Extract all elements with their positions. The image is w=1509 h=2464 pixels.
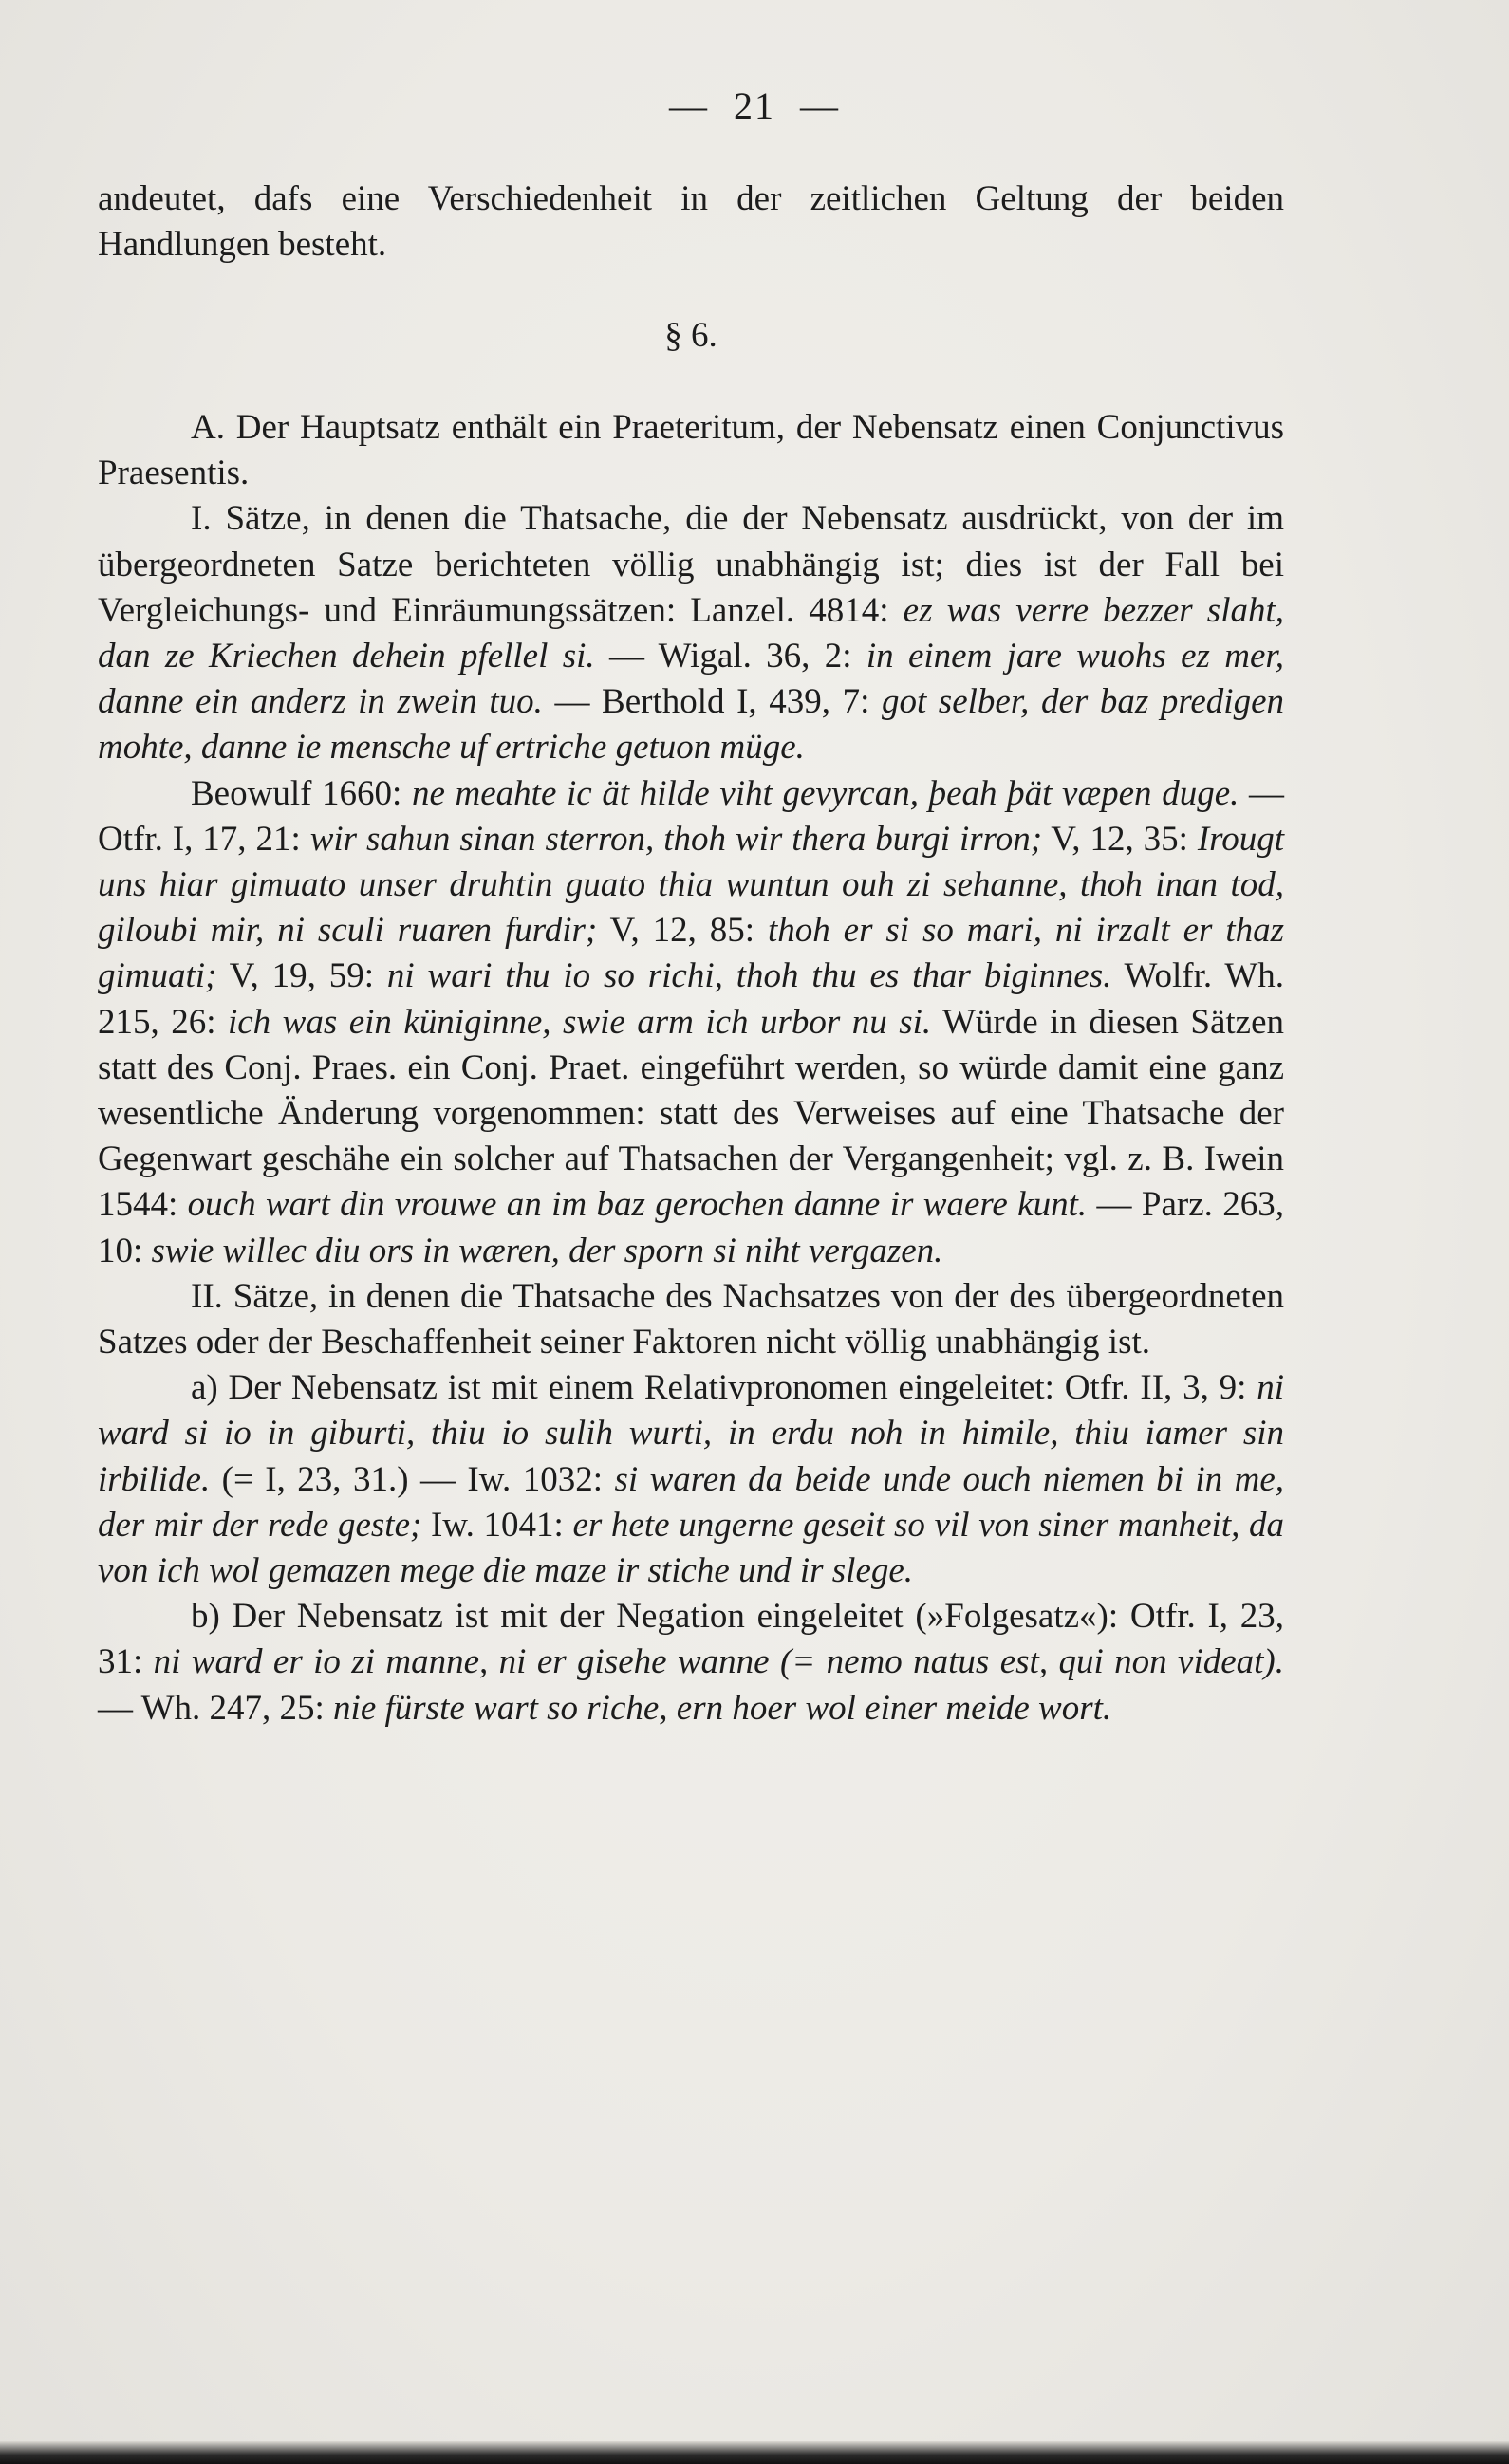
section-heading-block [98,313,1284,359]
paragraph-beowulf [98,771,1284,1274]
text-run: Wolfr. Wh. 215, 26: [98,956,1284,1042]
page-number: 21 [734,84,775,127]
quote-run: in einem jare wuohs ez mer, danne ein anderz in zwein tuo. [98,637,1284,722]
body-text [98,405,1284,1732]
paragraph-a [98,1365,1284,1594]
page-header [0,83,1509,128]
text-run: — Otfr. I, 17, 21: [98,773,1285,859]
paragraph-a-heading: A. Der Hauptsatz enthält ein Praeteritum, der Nebensatz einen Conjunctivus Praesentis. [98,408,1284,493]
quote-run: er hete ungerne geseit so vil von siner manheit, da von ich wol gemazen mege die maze ir stiche und ir slege. [98,1505,1285,1591]
quote-run: si waren da beide unde ouch niemen bi in me, der mir der rede geste; [98,1459,1284,1545]
intro-block [98,176,1284,268]
scan-bottom-edge [0,2441,1509,2464]
text-run: — Wh. 247, 25: [98,1688,334,1728]
quote-run: ni ward er io zi manne, ni er gisehe wanne (= nemo natus est, qui non videat). [153,1642,1284,1682]
quote-run: ni wari thu io so richi, thoh thu es thar biginnes. [386,956,1112,996]
quote-run: ni ward si io in giburti, thiu io sulih wurti, in erdu noh in himile, thiu iamer sin irbilide. [98,1368,1284,1499]
text-run: — Parz. 263, 10: [98,1185,1284,1270]
text-run: V, 12, 35: [1042,819,1198,859]
paragraph-II: II. Sätze, in denen die Thatsache des Nachsatzes von der des übergeordneten Satzes oder der Beschaffenheit seiner Faktoren nicht völlig unabhängig ist. [98,1276,1284,1362]
intro-paragraph: andeutet, dafs eine Verschiedenheit in der zeitlichen Geltung der beiden Handlungen besteht. [98,179,1284,265]
text-run: I. Sätze, in denen die Thatsache, die der Nebensatz ausdrückt, von der im übergeordneten Satze berichteten völlig unabhängig ist; dies ist der Fall bei Vergleichungs- und Einräumungssätzen: Lanzel. 4814: [98,499,1284,630]
quote-run: swie willec diu ors in wæren, der sporn si niht vergazen. [151,1231,943,1270]
text-run: V, 19, 59: [216,956,387,996]
header-dash-right: — [800,84,840,127]
text-run: Beowulf 1660: [191,773,412,813]
section-heading: § 6. [664,316,717,355]
quote-run: nie fürste wart so riche, ern hoer wol einer meide wort. [333,1688,1112,1728]
quote-run: got selber, der baz predigen mohte, danne ie mensche uf ertriche getuon müge. [98,682,1284,768]
quote-run: Irougt uns hiar gimuato unser druhtin guato thia wuntun ouh zi sehanne, thoh inan tod, giloubi mir, ni sculi ruaren furdir; [98,819,1284,951]
paragraph-b [98,1594,1284,1732]
quote-run: ez was verre bezzer slaht, dan ze Kriechen dehein pfellel si. [98,590,1284,676]
text-run: Iw. 1041: [421,1505,573,1545]
paragraph-I [98,496,1284,770]
text-run: (= I, 23, 31.) — Iw. 1032: [210,1459,615,1499]
quote-run: ne meahte ic ät hilde viht gevyrcan, þeah þät væpen duge. [411,773,1239,813]
quote-run: thoh er si so mari, ni irzalt er thaz gimuati; [98,911,1285,996]
quote-run: ich was ein küniginne, swie arm ich urbor nu si. [227,1002,932,1042]
quote-run: wir sahun sinan sterron, thoh wir thera burgi irron; [309,819,1043,859]
text-run: — Berthold I, 439, 7: [542,682,882,722]
text-run: V, 12, 85: [597,911,768,951]
text-run: b) Der Nebensatz ist mit der Negation eingeleitet (»Folgesatz«): Otfr. I, 23, 31: [98,1597,1284,1682]
header-dash-left: — [669,84,709,127]
text-run: a) Der Nebensatz ist mit einem Relativpronomen eingeleitet: Otfr. II, 3, 9: [191,1368,1258,1408]
text-run: Würde in diesen Sätzen statt des Conj. Praes. ein Conj. Praet. eingeführt werden, so würde damit eine ganz wesentliche Änderung vorgenommen: statt des Verweises auf eine Thatsache der Gegenwart geschähe ein solcher auf Thatsachen der Vergangenheit; vgl. z. B. Iwein 1544: [98,1002,1284,1225]
text-run: — Wigal. 36, 2: [594,637,866,676]
quote-run: ouch wart din vrouwe an im baz gerochen danne ir waere kunt. [187,1185,1088,1225]
